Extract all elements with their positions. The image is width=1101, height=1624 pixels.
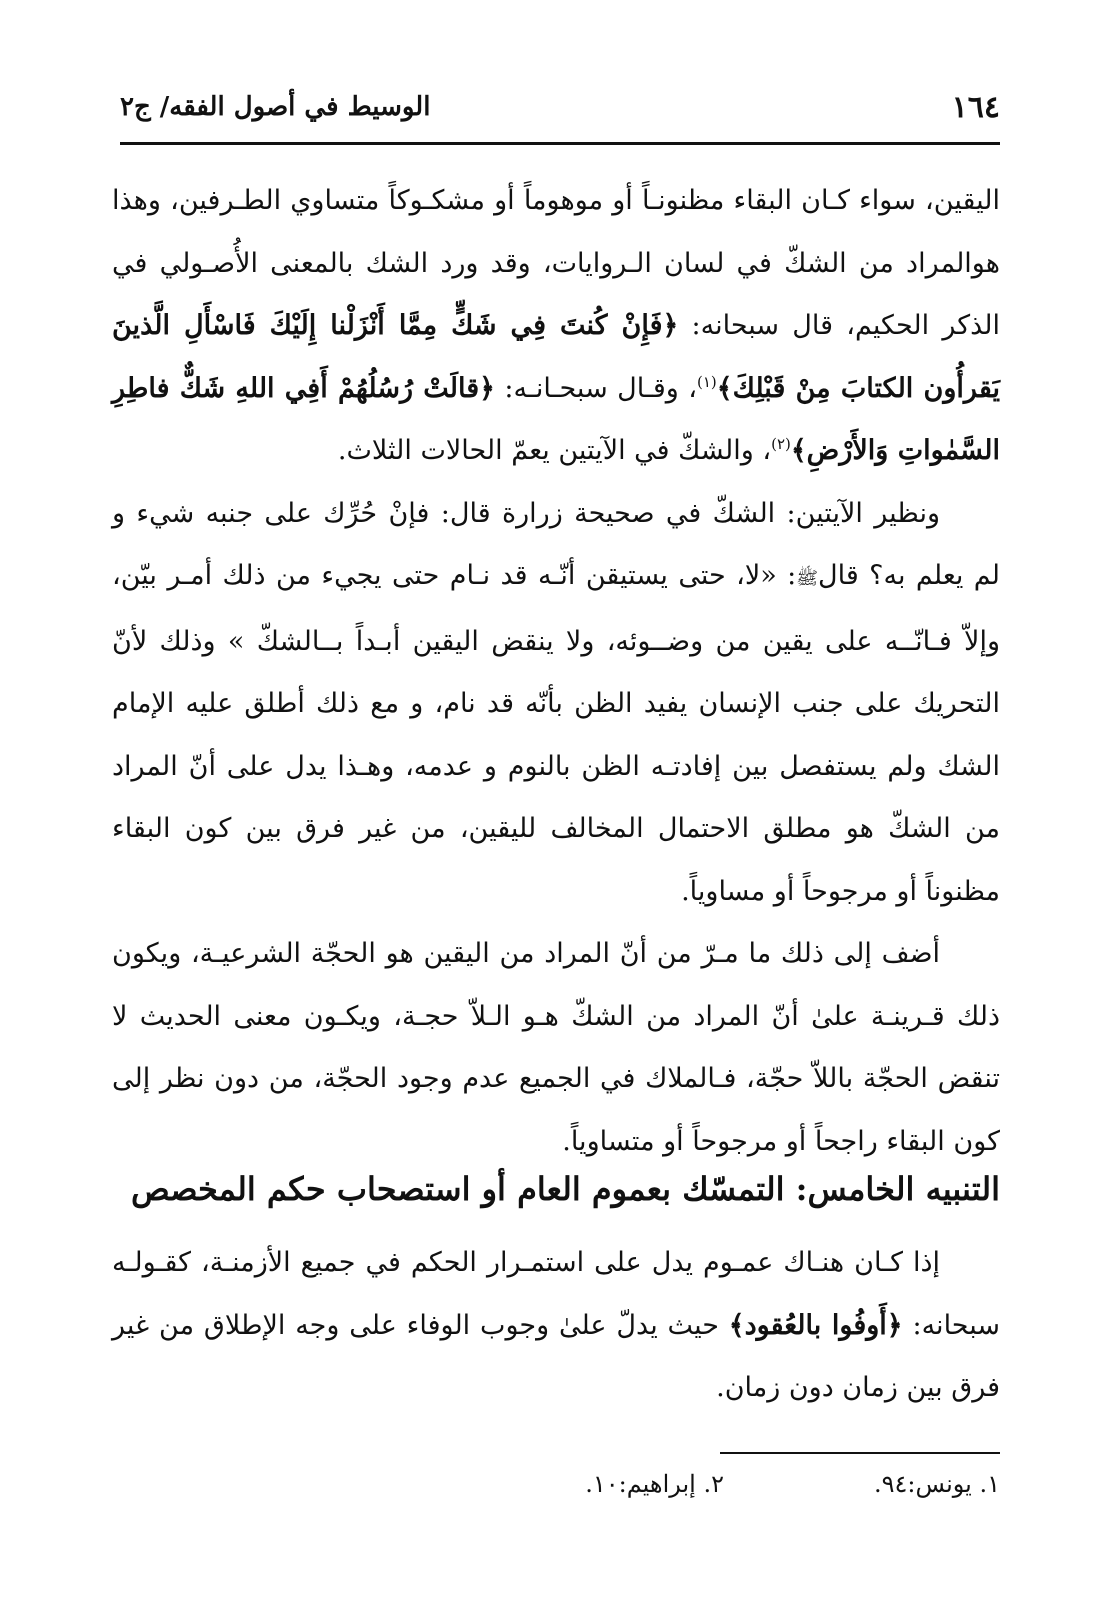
quran-verse-1: ﴿فَإِنْ كُنتَ فِي شَكٍّ مِمَّا أَنْزَلْنا إِلَيْكَ فَاسْأَلِ الَّذينَ يَقرأُون الكتابَ مِنْ قَبْلِكَ﴾	[112, 310, 1000, 404]
para1-text-b: ، وقـال سبحـانـه:	[494, 372, 697, 404]
page-header	[120, 78, 1000, 136]
footnote-ref-1[interactable]: (١)	[697, 372, 717, 391]
running-title: الوسيط في أصول الفقه/ ج٢	[120, 92, 431, 122]
quran-verse-3: ﴿أَوفُوا بالعُقود﴾	[728, 1309, 903, 1341]
para3-text: أضف إلى ذلك ما مـرّ من أنّ المراد من اليقين هو الحجّة الشرعيـة، ويكون ذلك قـرينـة علىٰ أنّ المراد من الشكّ هـو الـلاّ حجـة، ويكـون معنى الحديث لا تنقض الحجّة باللاّ حجّة، فـالملاك في الجميع عدم وجود الحجّة، من دون نظر إلى كون البقاء راجحاً أو مرجوحاً أو متساوياً.	[112, 938, 1000, 1157]
footnote-rule	[720, 1452, 1000, 1454]
para4-text-a: إذا كـان هنـاك عمـوم يدل على استمـرار الحكم في جميع الأزمنـة، كقـولـه سبحانه:	[112, 1247, 1000, 1341]
main-text	[112, 170, 1000, 1173]
section-heading: التنبيه الخامس: التمسّك بعموم العام أو استصحاب حكم المخصص	[131, 1170, 1000, 1208]
paragraph-1	[112, 170, 1000, 483]
footnote-2: ٢. إبراهيم:١٠.	[585, 1470, 724, 1498]
para2-text-a: ونظير الآيتين: الشكّ في صحيحة زرارة قال: فإنْ حُرِّك على جنبه شيء و لم يعلم به؟ قال	[112, 497, 1000, 591]
footnote-ref-2[interactable]: (٢)	[771, 435, 791, 453]
salutation-glyph: ﷺ	[796, 568, 819, 589]
para4-text-b: حيث يدلّ علىٰ وجوب الوفاء على وجه الإطلاق من غير فرق بين زمان دون زمان.	[112, 1309, 1000, 1403]
paragraph-2	[112, 483, 1000, 924]
para1-text-c: ، والشكّ في الآيتين يعمّ الحالات الثلاث.	[337, 435, 772, 466]
footnote-1: ١. يونس:٩٤.	[873, 1470, 1000, 1498]
header-rule	[120, 142, 1000, 145]
section-text	[112, 1232, 1000, 1420]
quran-verse-2: ﴿قالَتْ رُسُلُهُمْ أَفِي اللهِ شَكٌّ فاطِرِ السَّمٰواتِ وَالأَرْضِ﴾	[112, 372, 1000, 466]
page-number: ١٦٤	[951, 89, 1000, 125]
paragraph-3	[112, 923, 1000, 1173]
para1-text-a: اليقين، سواء كـان البقاء مظنونـاً أو موهوماً أو مشكـوكاً متساوي الطـرفين، وهذا هوالمراد من الشكّ في لسان الـروايات، وقد ورد الشك بالمعنى الأُصـولي في الذكر الحكيم، قال سبحانه:	[112, 185, 1000, 341]
paragraph-4	[112, 1232, 1000, 1420]
para2-text-b: : «لا، حتى يستيقن أنّـه قد نـام حتى يجيء من ذلك أمـر بيّن، وإلاّ فـانّــه على يقين من وضــوئه، ولا ينقض اليقين أبـداً بــالشكّ » وذلك لأنّ التحريك على جنب الإنسان يفيد الظن بأنّه قد نام، و مع ذلك أطلق عليه الإمام الشك ولم يستفصل بين إفادتـه الظن بالنوم و عدمه، وهـذا يدل على أنّ المراد من الشكّ هو مطلق الاحتمال المخالف لليقين، من غير فرق بين كون البقاء مظنوناً أو مرجوحاً أو مساوياً.	[112, 560, 1000, 907]
footnotes	[520, 1470, 1000, 1498]
